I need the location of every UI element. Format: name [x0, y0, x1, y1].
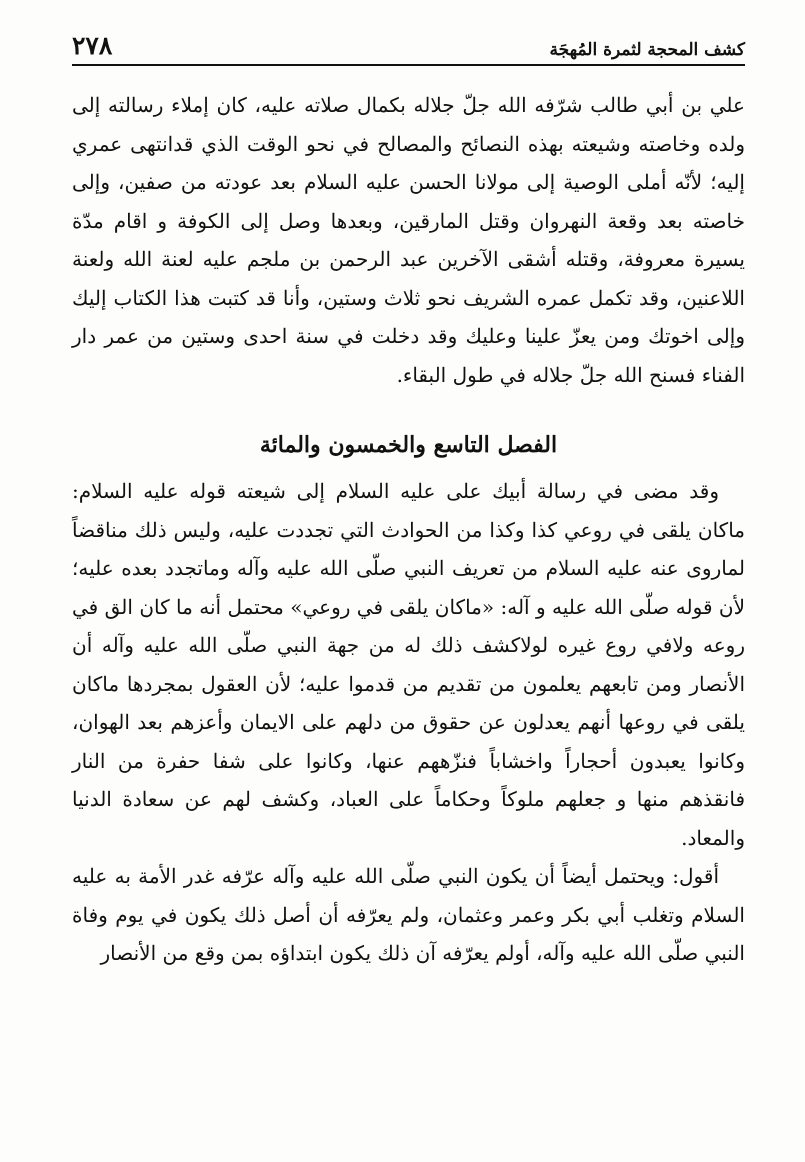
- running-header: [72, 28, 745, 66]
- book-title: كشف المحجة لثمرة المُهجَة: [549, 40, 745, 60]
- body-text: [72, 86, 745, 973]
- page: [72, 28, 745, 1142]
- paragraph: وقد مضى في رسالة أبيك على عليه السلام إلى شيعته قوله عليه السلام: ماكان يلقى في روعي كذا وكذا من الحوادث التي تجددت عليه، وليس ذلك مناقضاً لماروى عنه عليه السلام من تعريف النبي صلّى الله عليه وآله وماتجدد بعده عليه؛ لأن قوله صلّى الله عليه و آله: «ماكان يلقى في روعي» محتمل أنه ما كان الق في روعه ولافي روع غيره لولاكشف ذلك له من جهة النبي صلّى الله عليه وآله أن الأنصار ومن تابعهم يعلمون من تقديم من قدموا عليه؛ لأن العقول بمجردها ماكان يلقى في روعها أنهم يعدلون عن حقوق من دلهم على الايمان وأعزهم بعد الهوان، وكانوا يعبدون أحجاراً واخشاباً فنزّههم عنها، وكانوا على شفا حفرة من النار فانقذهم منها و جعلهم ملوكاً وحكاماً على العباد، وكشف لهم عن سعادة الدنيا والمعاد.: [72, 479, 746, 850]
- paragraph: أقول: ويحتمل أيضاً أن يكون النبي صلّى الله عليه وآله عرّفه غدر الأمة به عليه السلام وتغلب أبي بكر وعمر وعثمان، ولم يعرّفه أن أصل ذلك يكون في يوم وفاة النبي صلّى الله عليه وآله، أولم يعرّفه آن ذلك يكون ابتداؤه بمن وقع من الأنصار: [72, 864, 745, 965]
- paragraph: علي بن أبي طالب شرّفه الله جلّ جلاله بكمال صلاته عليه، كان إملاء رسالته إلى ولده وخاصته وشيعته بهذه النصائح والمصالح في نحو الوقت الذي قدانتهى عمري إليه؛ لأنّه أملى الوصية إلى مولانا الحسن عليه السلام بعد عودته من صفين، وإلى خاصته بعد وقعة النهروان وقتل المارقين، وبعدها وصل إلى الكوفة و اقام مدّة يسيرة معروفة، وقتله أشقى الآخرين عبد الرحمن بن ملجم عليه لعنة الله ولعنة اللاعنين، وقد تكمل عمره الشريف نحو ثلاث وستين، وأنا قد كتبت هذا الكتاب إليك وإلى اخوتك ومن يعزّ علينا وعليك وقد دخلت في سنة احدى وستين من عمر دار الفناء فسنح الله جلّ جلاله في طول البقاء.: [72, 93, 745, 387]
- section-title: الفصل التاسع والخمسون والمائة: [259, 432, 558, 458]
- page-number: ٢٧٨: [72, 31, 113, 60]
